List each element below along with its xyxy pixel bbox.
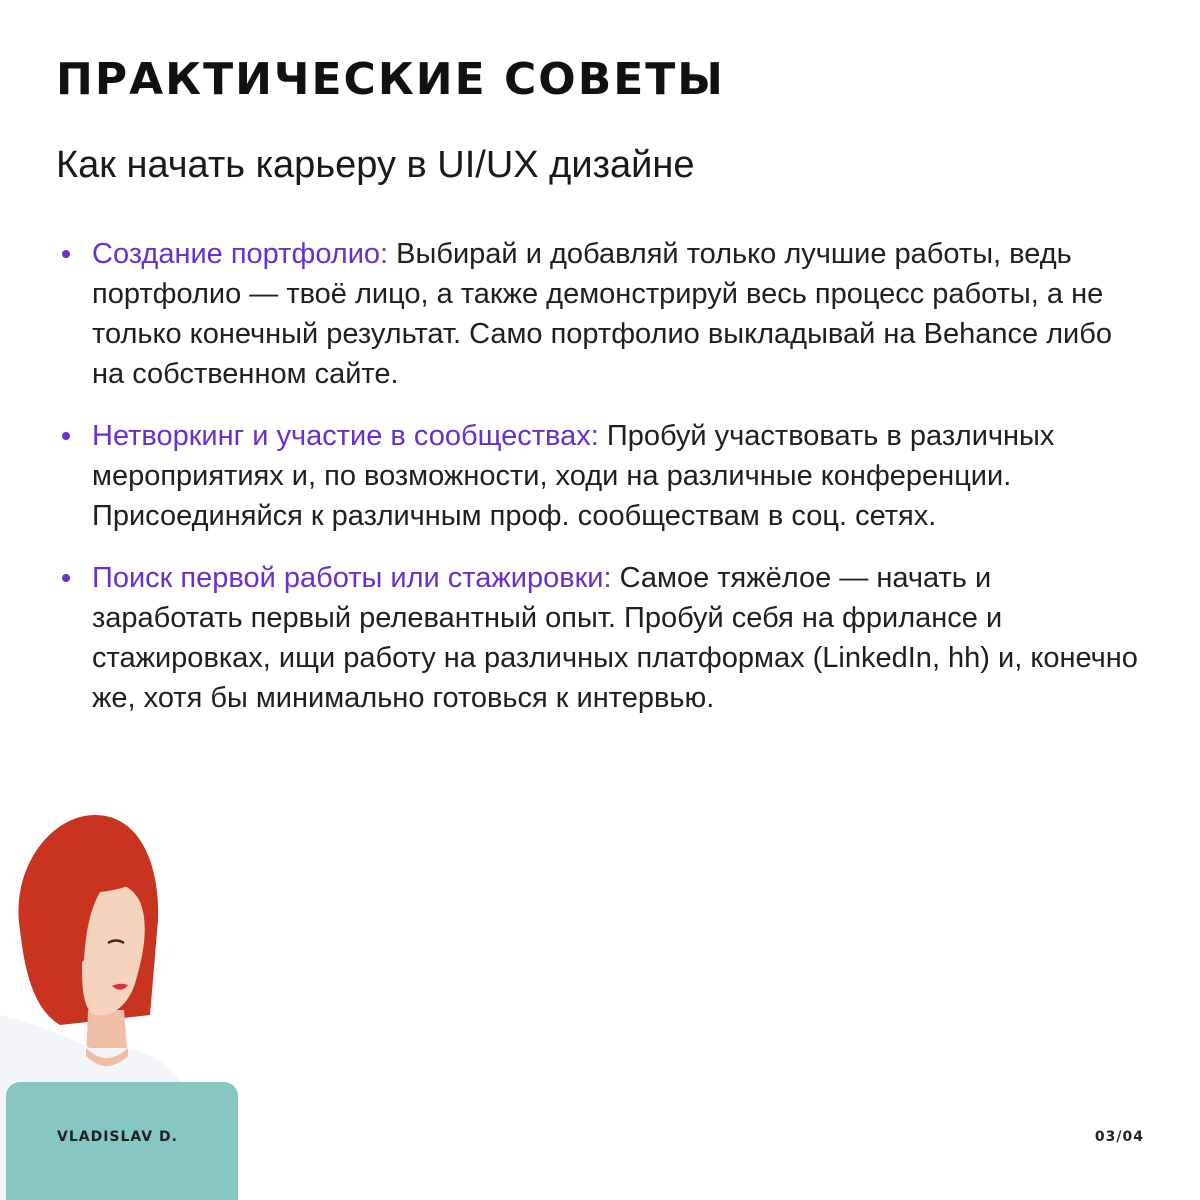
author-name: VLADISLAV D. [57,1129,178,1145]
tip-text: Самое тяжёлое — начать и заработать первый релевантный опыт. Пробуй себя на фрилансе и стажировках, ищи работу на различных платформах (LinkedIn, hh) и, конечно же, хотя бы минимально готовься к интервью. [92,562,1138,714]
tip-portfolio [60,234,1140,394]
tip-first-job [60,558,1140,718]
tip-title: Нетворкинг и участие в сообществах: [92,420,599,452]
bullet-dot-icon [62,574,70,582]
tips-list [60,234,1140,740]
tip-title: Создание портфолио: [92,238,389,270]
page-subtitle: Как начать карьеру в UI/UX дизайне [56,144,695,186]
page-number: 03/04 [1094,1129,1144,1145]
tip-title: Поиск первой работы или стажировки: [92,562,612,594]
tip-text: Пробуй участвовать в различных мероприятиях и, по возможности, ходи на различные конференции. Присоединяйся к различным проф. сообществам в соц. сетях. [92,420,1055,532]
tip-text: Выбирай и добавляй только лучшие работы, ведь портфолио — твоё лицо, а также демонстрируй весь процесс работы, а не только конечный результат. Само портфолио выкладывай на Behance либо на собственном сайте. [92,238,1112,390]
bullet-dot-icon [62,432,70,440]
page-title: ПРАКТИЧЕСКИЕ СОВЕТЫ [56,54,725,105]
bullet-dot-icon [62,250,70,258]
tip-networking [60,416,1140,536]
